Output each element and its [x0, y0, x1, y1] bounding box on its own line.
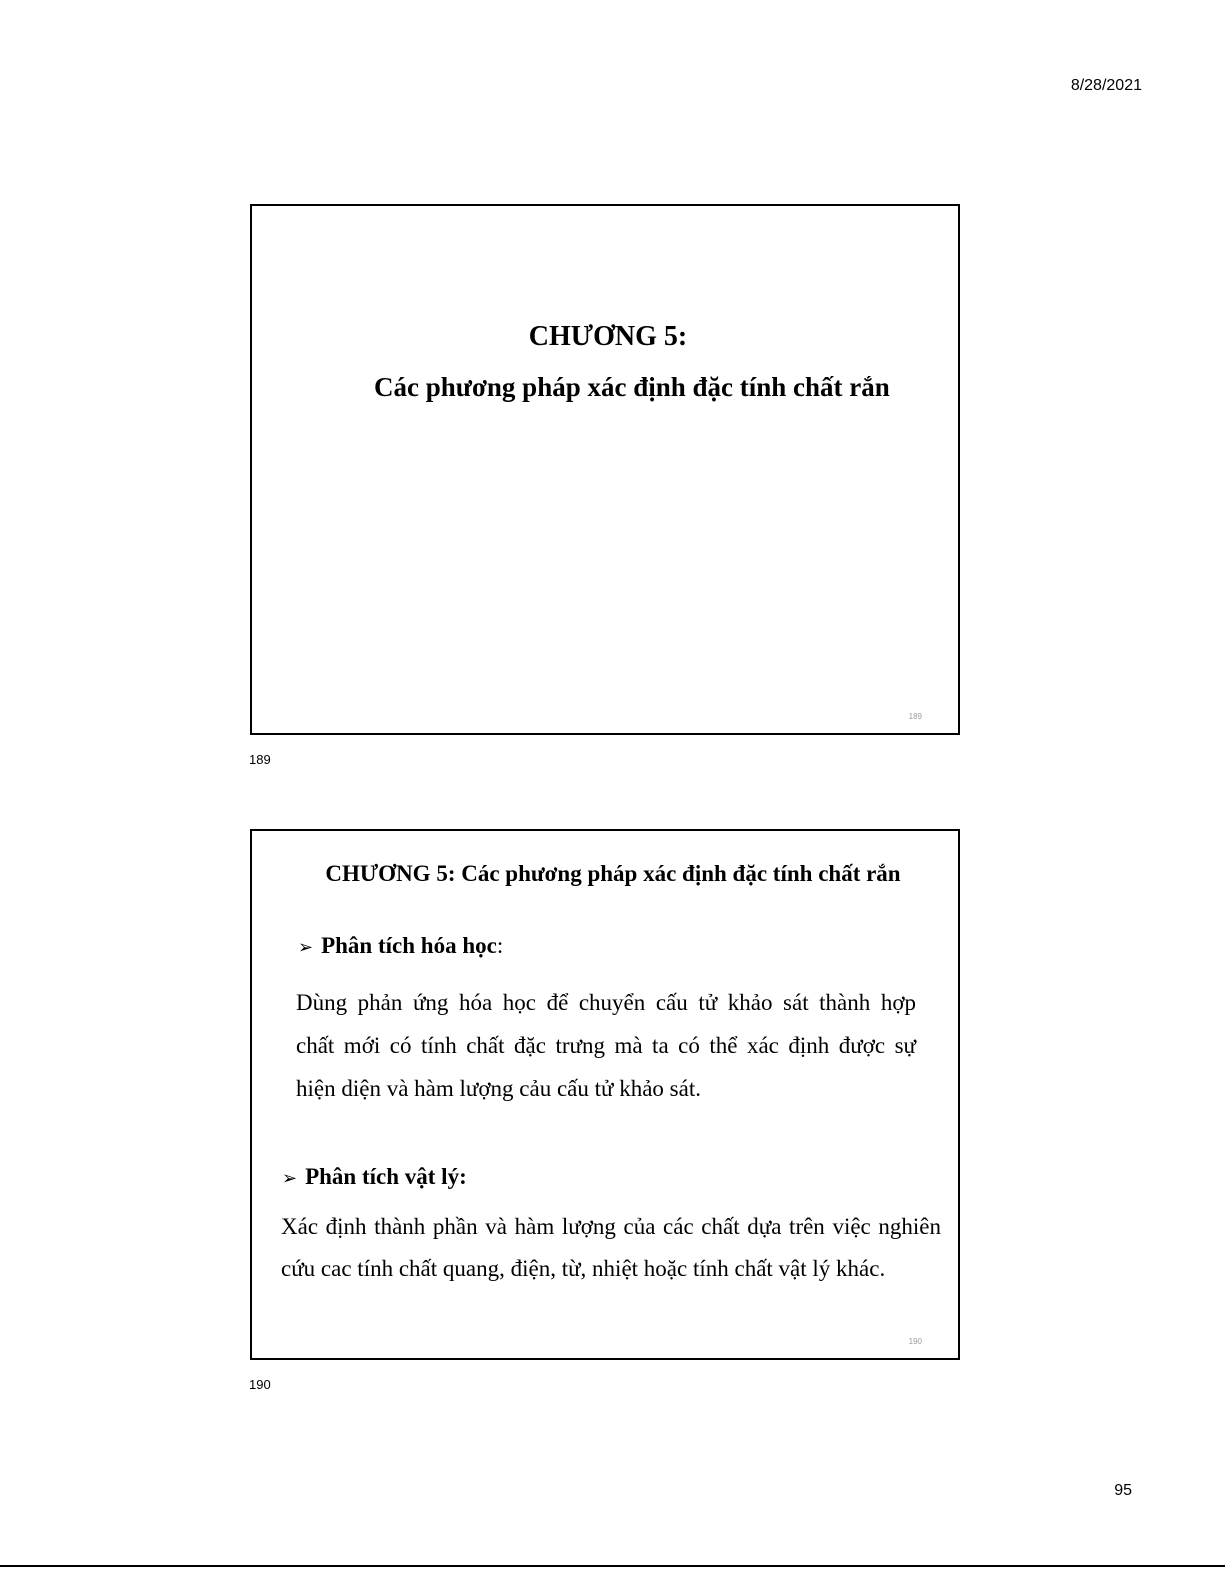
- section-heading-text: Phân tích vật lý:: [305, 1164, 467, 1189]
- chapter-subtitle: Các phương pháp xác định đặc tính chất rắn: [374, 372, 890, 402]
- slide-caption-189: 189: [249, 752, 271, 767]
- paragraph-line: chất mới có tính chất đặc trưng mà ta có thể xác định được sự: [296, 1033, 916, 1058]
- section-physical-analysis-heading: [282, 1164, 467, 1190]
- slide-title: CHƯƠNG 5: Các phương pháp xác định đặc tính chất rắn: [325, 861, 901, 886]
- paragraph-line: hiện diện và hàm lượng cảu cấu tử khảo sát.: [296, 1076, 701, 1101]
- section-heading-suffix: :: [496, 933, 504, 958]
- paragraph-line: cứu cac tính chất quang, điện, từ, nhiệt hoặc tính chất vật lý khác.: [281, 1256, 886, 1281]
- slide-number: 190: [908, 1337, 922, 1346]
- chapter-heading: CHƯƠNG 5:: [528, 321, 688, 352]
- section-heading-text: Phân tích hóa học: [321, 933, 497, 958]
- slide-189: [250, 204, 960, 735]
- slide-caption-190: 190: [249, 1377, 271, 1392]
- chemical-analysis-paragraph: [296, 981, 916, 1110]
- paragraph-line: Xác định thành phần và hàm lượng của các chất dựa trên việc nghiên: [281, 1214, 941, 1239]
- physical-analysis-paragraph: [281, 1206, 941, 1290]
- page-number: 95: [1114, 1482, 1132, 1499]
- arrow-bullet-icon: ➢: [282, 1168, 298, 1189]
- paragraph-line: Dùng phản ứng hóa học để chuyển cấu tử khảo sát thành hợp: [296, 990, 916, 1015]
- section-chemical-analysis-heading: [298, 933, 503, 959]
- bottom-rule: [0, 1565, 1225, 1567]
- slide-number: 189: [908, 712, 922, 721]
- print-date: 8/28/2021: [1070, 77, 1142, 94]
- slide-190: [250, 829, 960, 1360]
- arrow-bullet-icon: ➢: [298, 937, 314, 958]
